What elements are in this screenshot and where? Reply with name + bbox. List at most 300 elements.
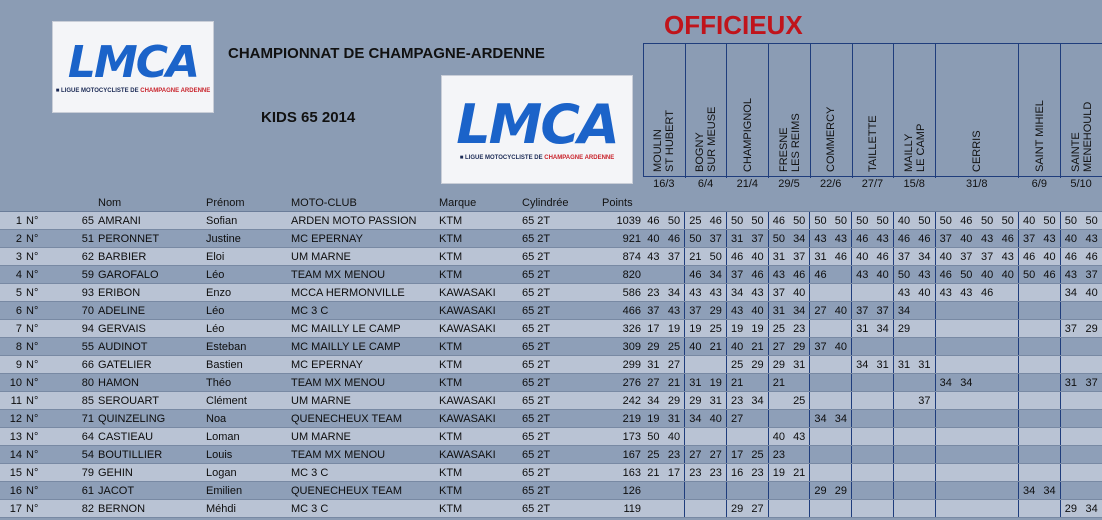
race-score: 21	[643, 464, 664, 482]
rider-cylinder: 65 2T	[520, 284, 600, 302]
rider-number: 70	[54, 302, 96, 320]
race-score	[789, 374, 810, 392]
race-score	[914, 374, 935, 392]
rider-firstname: Méhdi	[204, 500, 289, 518]
event-column	[894, 44, 936, 178]
race-score: 50	[852, 212, 873, 230]
event-date: 6/4	[697, 178, 714, 190]
race-score: 46	[852, 230, 873, 248]
race-score: 31	[893, 356, 914, 374]
race-score	[852, 482, 873, 500]
rider-club: UM MARNE	[289, 428, 437, 446]
race-score: 50	[893, 266, 914, 284]
race-score: 40	[893, 212, 914, 230]
rider-points: 119	[600, 500, 643, 518]
race-score: 40	[998, 266, 1019, 284]
race-score: 40	[664, 428, 685, 446]
rider-lastname: GERVAIS	[96, 320, 204, 338]
race-score: 46	[768, 212, 789, 230]
race-score: 37	[977, 248, 998, 266]
rank: 14	[0, 446, 24, 464]
number-prefix: N°	[24, 212, 54, 230]
race-score	[935, 446, 956, 464]
rider-cylinder: 65 2T	[520, 392, 600, 410]
table-row	[0, 338, 1102, 356]
race-score	[789, 482, 810, 500]
race-score: 40	[789, 284, 810, 302]
event-name	[867, 115, 879, 172]
event-name-line: LE CAMP	[914, 123, 927, 172]
event-name-line: CERRIS	[971, 130, 984, 172]
race-score: 19	[726, 320, 747, 338]
race-score	[935, 464, 956, 482]
race-score: 40	[914, 284, 935, 302]
race-score: 31	[685, 374, 706, 392]
race-score: 37	[643, 302, 664, 320]
race-score	[726, 482, 747, 500]
race-score: 31	[726, 230, 747, 248]
race-score	[810, 446, 831, 464]
number-prefix: N°	[24, 302, 54, 320]
race-score: 43	[893, 284, 914, 302]
race-score	[1060, 356, 1081, 374]
race-score: 46	[1018, 248, 1039, 266]
table-row	[0, 248, 1102, 266]
race-score	[1060, 392, 1081, 410]
race-score: 19	[706, 374, 727, 392]
race-score: 43	[1039, 230, 1060, 248]
race-score: 37	[1018, 230, 1039, 248]
race-score	[1060, 302, 1081, 320]
race-score: 25	[706, 320, 727, 338]
rider-cylinder: 65 2T	[520, 410, 600, 428]
race-score	[1039, 320, 1060, 338]
race-score	[872, 338, 893, 356]
race-score: 31	[706, 392, 727, 410]
race-score: 29	[789, 338, 810, 356]
race-score	[1081, 464, 1102, 482]
event-name-line: MENEHOULD	[1081, 101, 1094, 172]
rider-lastname: BERNON	[96, 500, 204, 518]
race-score	[998, 482, 1019, 500]
race-score	[1018, 338, 1039, 356]
event-column	[1019, 44, 1061, 178]
race-score: 46	[893, 230, 914, 248]
event-column	[1061, 44, 1102, 178]
race-score: 40	[831, 338, 852, 356]
rider-cylinder: 65 2T	[520, 500, 600, 518]
race-score	[998, 446, 1019, 464]
race-score	[914, 500, 935, 518]
race-score	[852, 374, 873, 392]
col-prenom: Prénom	[204, 194, 289, 212]
event-column	[936, 44, 1019, 178]
race-score	[998, 338, 1019, 356]
race-score: 17	[643, 320, 664, 338]
race-score: 34	[706, 266, 727, 284]
rider-number: 66	[54, 356, 96, 374]
event-date: 27/7	[861, 178, 884, 190]
rider-club: MC 3 C	[289, 464, 437, 482]
race-score	[643, 266, 664, 284]
race-score: 43	[643, 248, 664, 266]
race-score: 37	[1060, 320, 1081, 338]
race-score: 23	[747, 464, 768, 482]
event-date: 15/8	[903, 178, 925, 190]
race-score	[810, 284, 831, 302]
race-score: 34	[810, 410, 831, 428]
rider-club: TEAM MX MENOU	[289, 446, 437, 464]
race-score	[852, 500, 873, 518]
rank: 10	[0, 374, 24, 392]
rider-brand: KAWASAKI	[437, 446, 520, 464]
number-prefix: N°	[24, 392, 54, 410]
race-score	[956, 302, 977, 320]
race-score	[1060, 464, 1081, 482]
race-score: 37	[1081, 374, 1102, 392]
race-score: 37	[914, 392, 935, 410]
race-score	[1060, 428, 1081, 446]
race-score: 25	[643, 446, 664, 464]
race-score	[1018, 446, 1039, 464]
rider-club: MC 3 C	[289, 302, 437, 320]
race-score: 50	[914, 212, 935, 230]
race-score: 31	[768, 302, 789, 320]
rider-number: 51	[54, 230, 96, 248]
event-column	[853, 44, 895, 178]
rider-brand: KTM	[437, 338, 520, 356]
rider-number: 80	[54, 374, 96, 392]
race-score: 29	[831, 482, 852, 500]
race-score: 40	[977, 266, 998, 284]
rider-club: TEAM MX MENOU	[289, 374, 437, 392]
rider-points: 173	[600, 428, 643, 446]
race-score	[852, 446, 873, 464]
race-score	[872, 446, 893, 464]
race-score	[998, 356, 1019, 374]
race-score: 50	[706, 248, 727, 266]
race-score	[1081, 392, 1102, 410]
rank: 16	[0, 482, 24, 500]
event-name-line: CHAMPIGNOL	[741, 98, 754, 172]
race-score: 19	[747, 320, 768, 338]
race-score: 50	[1060, 212, 1081, 230]
rider-lastname: SEROUART	[96, 392, 204, 410]
rider-number: 93	[54, 284, 96, 302]
rider-points: 126	[600, 482, 643, 500]
event-name	[825, 107, 837, 172]
race-score	[1081, 338, 1102, 356]
rider-lastname: CASTIEAU	[96, 428, 204, 446]
race-score: 40	[747, 302, 768, 320]
rider-points: 276	[600, 374, 643, 392]
race-score	[977, 302, 998, 320]
race-score	[977, 482, 998, 500]
race-score	[747, 374, 768, 392]
race-score	[685, 482, 706, 500]
event-date: 31/8	[966, 178, 988, 190]
rider-cylinder: 65 2T	[520, 482, 600, 500]
race-score	[852, 284, 873, 302]
rider-brand: KAWASAKI	[437, 302, 520, 320]
race-score: 37	[685, 302, 706, 320]
event-column	[727, 44, 769, 178]
col-club: MOTO-CLUB	[289, 194, 437, 212]
rider-points: 299	[600, 356, 643, 374]
race-score	[977, 338, 998, 356]
championship-title: CHAMPIONNAT DE CHAMPAGNE-ARDENNE	[228, 45, 545, 62]
rider-firstname: Logan	[204, 464, 289, 482]
race-score	[664, 482, 685, 500]
race-score	[956, 482, 977, 500]
rider-points: 309	[600, 338, 643, 356]
race-score: 37	[706, 230, 727, 248]
race-score	[956, 446, 977, 464]
race-score: 43	[914, 266, 935, 284]
race-score: 27	[747, 500, 768, 518]
race-score: 34	[1018, 482, 1039, 500]
race-score	[1060, 446, 1081, 464]
race-score: 40	[935, 248, 956, 266]
rider-lastname: QUINZELING	[96, 410, 204, 428]
number-prefix: N°	[24, 374, 54, 392]
race-score: 31	[664, 410, 685, 428]
race-score	[706, 500, 727, 518]
rider-lastname: BOUTILLIER	[96, 446, 204, 464]
race-score: 46	[810, 266, 831, 284]
race-score	[998, 428, 1019, 446]
event-name-line: SUR MEUSE	[706, 106, 719, 172]
rider-lastname: AUDINOT	[96, 338, 204, 356]
race-score	[977, 392, 998, 410]
race-score	[956, 428, 977, 446]
table-row	[0, 320, 1102, 338]
race-score	[1039, 338, 1060, 356]
race-score	[1039, 302, 1060, 320]
table-row	[0, 356, 1102, 374]
race-score: 34	[893, 302, 914, 320]
race-score	[685, 428, 706, 446]
table-row	[0, 482, 1102, 500]
race-score: 34	[956, 374, 977, 392]
race-score	[1039, 284, 1060, 302]
rider-brand: KTM	[437, 230, 520, 248]
rider-number: 94	[54, 320, 96, 338]
race-score: 50	[1081, 212, 1102, 230]
rider-number: 59	[54, 266, 96, 284]
race-score	[998, 284, 1019, 302]
race-score	[935, 482, 956, 500]
race-score: 40	[1018, 212, 1039, 230]
race-score	[852, 410, 873, 428]
status-label: OFFICIEUX	[664, 10, 803, 40]
rider-cylinder: 65 2T	[520, 230, 600, 248]
rider-brand: KTM	[437, 374, 520, 392]
race-score: 43	[872, 230, 893, 248]
race-score	[810, 320, 831, 338]
event-date: 29/5	[778, 178, 800, 190]
rider-number: 62	[54, 248, 96, 266]
event-name	[742, 98, 754, 172]
race-score	[893, 446, 914, 464]
race-score: 31	[852, 320, 873, 338]
rider-firstname: Sofian	[204, 212, 289, 230]
race-score: 50	[643, 428, 664, 446]
race-score: 50	[935, 212, 956, 230]
number-prefix: N°	[24, 464, 54, 482]
race-score	[1018, 428, 1039, 446]
race-score: 27	[726, 410, 747, 428]
race-score	[852, 464, 873, 482]
rider-number: 85	[54, 392, 96, 410]
rider-club: UM MARNE	[289, 392, 437, 410]
race-score	[810, 374, 831, 392]
race-score	[831, 500, 852, 518]
event-name-line: SAINTE	[1069, 132, 1082, 172]
rider-club: MC EPERNAY	[289, 230, 437, 248]
rank: 8	[0, 338, 24, 356]
race-score: 46	[643, 212, 664, 230]
rider-brand: KAWASAKI	[437, 410, 520, 428]
race-score	[789, 500, 810, 518]
race-score: 43	[706, 284, 727, 302]
race-score	[1039, 446, 1060, 464]
race-score	[810, 356, 831, 374]
race-score: 34	[914, 248, 935, 266]
col-nom: Nom	[96, 194, 204, 212]
race-score: 25	[726, 356, 747, 374]
rider-lastname: ERIBON	[96, 284, 204, 302]
rider-firstname: Eloi	[204, 248, 289, 266]
race-score	[977, 446, 998, 464]
race-score	[831, 320, 852, 338]
race-score: 29	[664, 392, 685, 410]
race-score: 46	[706, 212, 727, 230]
race-score: 19	[643, 410, 664, 428]
rank: 2	[0, 230, 24, 248]
race-score: 23	[643, 284, 664, 302]
race-score	[977, 464, 998, 482]
rider-brand: KTM	[437, 212, 520, 230]
race-score: 43	[685, 284, 706, 302]
rider-lastname: BARBIER	[96, 248, 204, 266]
race-score	[768, 500, 789, 518]
rider-lastname: GAROFALO	[96, 266, 204, 284]
race-score: 46	[977, 284, 998, 302]
rider-brand: KTM	[437, 266, 520, 284]
race-score: 46	[1081, 248, 1102, 266]
race-score: 43	[1060, 266, 1081, 284]
logo-subtitle	[56, 88, 211, 94]
rider-firstname: Noa	[204, 410, 289, 428]
race-score	[810, 464, 831, 482]
results-body	[0, 212, 1102, 518]
race-score: 43	[998, 248, 1019, 266]
rank: 17	[0, 500, 24, 518]
race-score: 50	[685, 230, 706, 248]
race-score: 50	[831, 212, 852, 230]
rider-firstname: Esteban	[204, 338, 289, 356]
rider-firstname: Loman	[204, 428, 289, 446]
race-score	[893, 464, 914, 482]
event-name	[1070, 102, 1094, 172]
rider-cylinder: 65 2T	[520, 446, 600, 464]
race-score: 50	[789, 212, 810, 230]
race-score: 29	[810, 482, 831, 500]
category-title: KIDS 65 2014	[261, 109, 356, 126]
race-score: 27	[768, 338, 789, 356]
race-score	[935, 320, 956, 338]
race-score	[872, 464, 893, 482]
table-row	[0, 392, 1102, 410]
rider-cylinder: 65 2T	[520, 212, 600, 230]
rider-lastname: ADELINE	[96, 302, 204, 320]
race-score: 50	[977, 212, 998, 230]
race-score	[768, 410, 789, 428]
race-score	[956, 464, 977, 482]
race-score: 37	[935, 230, 956, 248]
logo-subtitle-prefix: ■ LIGUE MOTOCYCLISTE DE	[459, 155, 545, 161]
results-table	[0, 194, 1102, 518]
event-name	[694, 107, 718, 172]
race-score	[831, 428, 852, 446]
rider-firstname: Justine	[204, 230, 289, 248]
rider-points: 874	[600, 248, 643, 266]
race-score: 29	[706, 302, 727, 320]
race-score: 50	[726, 212, 747, 230]
race-score: 46	[747, 266, 768, 284]
race-score	[872, 392, 893, 410]
race-score	[956, 392, 977, 410]
race-score: 34	[726, 284, 747, 302]
event-name-line: SAINT MIHIEL	[1033, 100, 1046, 172]
race-score: 46	[831, 248, 852, 266]
rider-number: 64	[54, 428, 96, 446]
race-score: 46	[872, 248, 893, 266]
race-score	[977, 374, 998, 392]
race-score: 46	[998, 230, 1019, 248]
race-score: 34	[643, 392, 664, 410]
race-score: 34	[935, 374, 956, 392]
race-score: 43	[977, 230, 998, 248]
race-score	[810, 500, 831, 518]
race-score	[1039, 392, 1060, 410]
number-prefix: N°	[24, 266, 54, 284]
race-score: 46	[726, 248, 747, 266]
race-score: 16	[726, 464, 747, 482]
race-score	[768, 392, 789, 410]
race-score	[1060, 338, 1081, 356]
rider-firstname: Louis	[204, 446, 289, 464]
rider-brand: KTM	[437, 482, 520, 500]
race-score	[914, 302, 935, 320]
rider-number: 55	[54, 338, 96, 356]
number-prefix: N°	[24, 428, 54, 446]
race-score	[914, 410, 935, 428]
race-score: 34	[872, 320, 893, 338]
race-score	[935, 500, 956, 518]
race-score: 40	[872, 266, 893, 284]
race-score	[977, 410, 998, 428]
number-prefix: N°	[24, 338, 54, 356]
race-score: 31	[1060, 374, 1081, 392]
race-score	[852, 392, 873, 410]
race-score: 31	[914, 356, 935, 374]
rider-number: 61	[54, 482, 96, 500]
rider-lastname: JACOT	[96, 482, 204, 500]
race-score	[789, 410, 810, 428]
rank: 13	[0, 428, 24, 446]
